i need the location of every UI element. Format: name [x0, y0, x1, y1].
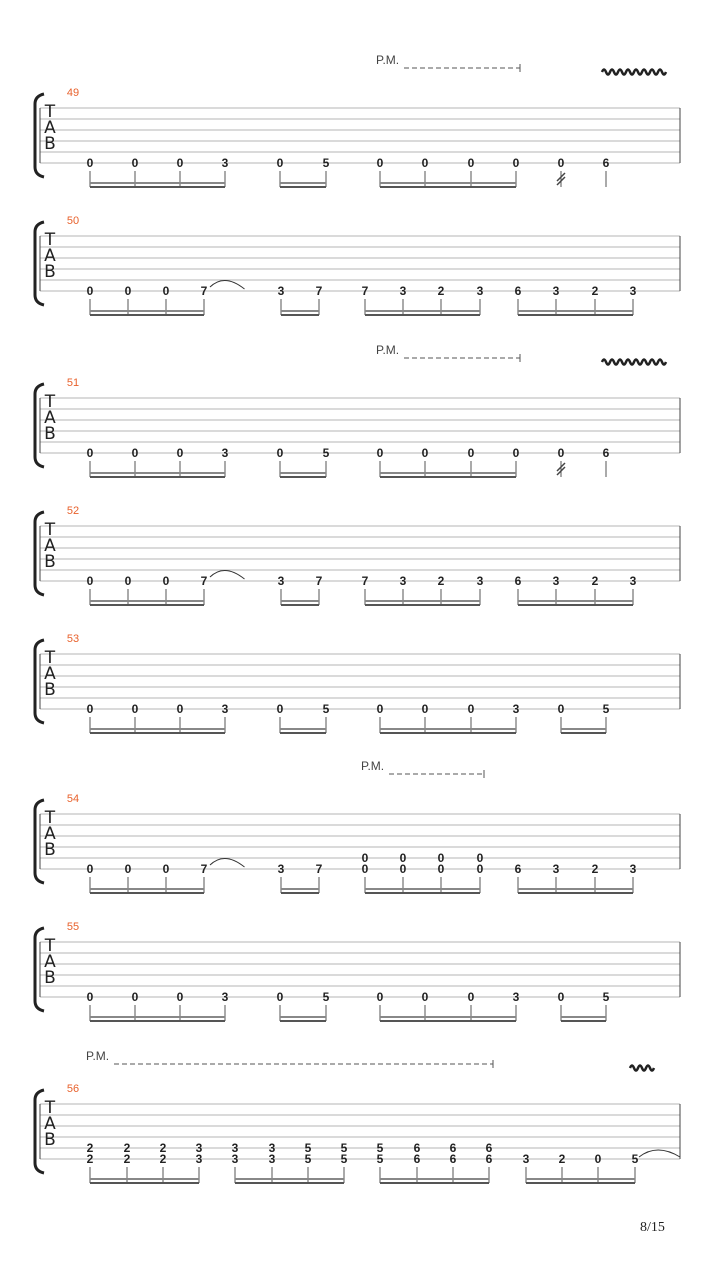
palm-mute-label: P.M.	[376, 343, 400, 357]
measure-number: 50	[66, 215, 80, 227]
fret-number: 0	[86, 446, 94, 460]
fret-number: 0	[512, 446, 520, 460]
fret-number: 5	[304, 1152, 312, 1166]
fret-number: 0	[557, 702, 565, 716]
measure-number: 52	[66, 505, 80, 517]
fret-number: 0	[361, 862, 369, 876]
fret-number: 2	[159, 1152, 167, 1166]
tab-clef-letter: B	[44, 1130, 56, 1150]
fret-number: 7	[315, 574, 323, 588]
fret-number: 0	[276, 702, 284, 716]
fret-number: 3	[552, 862, 560, 876]
fret-number: 0	[176, 990, 184, 1004]
measure-number: 55	[66, 921, 80, 933]
fret-number: 5	[602, 702, 610, 716]
fret-number: 2	[123, 1141, 131, 1155]
fret-number: 0	[437, 862, 445, 876]
fret-number: 3	[476, 284, 484, 298]
fret-number: 0	[421, 156, 429, 170]
fret-number: 3	[221, 156, 229, 170]
fret-number: 3	[399, 284, 407, 298]
fret-number: 0	[421, 446, 429, 460]
tab-system	[35, 921, 680, 1021]
tab-clef-letter: B	[44, 968, 56, 988]
fret-number: 0	[467, 446, 475, 460]
tab-clef-letter: B	[44, 134, 56, 154]
tab-clef-letter: B	[44, 680, 56, 700]
fret-number: 0	[594, 1152, 602, 1166]
tab-clef-letter: A	[44, 536, 56, 556]
fret-number: 3	[277, 574, 285, 588]
fret-number: 6	[485, 1141, 493, 1155]
tab-clef-letter: T	[44, 392, 56, 412]
fret-number: 2	[123, 1152, 131, 1166]
page-number: 8/15	[640, 1220, 665, 1235]
fret-number: 5	[322, 446, 330, 460]
fret-number: 2	[591, 862, 599, 876]
tab-system	[35, 53, 680, 187]
fret-number: 6	[602, 156, 610, 170]
tab-clef-letter: B	[44, 552, 56, 572]
tab-clef-letter: B	[44, 424, 56, 444]
fret-number: 0	[176, 446, 184, 460]
tie-arc	[210, 858, 245, 867]
fret-number: 0	[467, 990, 475, 1004]
measure-number: 54	[66, 793, 80, 805]
fret-number: 3	[277, 284, 285, 298]
fret-number: 7	[361, 284, 369, 298]
fret-number: 2	[86, 1152, 94, 1166]
tab-system	[35, 343, 680, 477]
fret-number: 7	[200, 284, 208, 298]
palm-mute-label: P.M.	[361, 759, 385, 773]
tab-clef-letter: A	[44, 1114, 56, 1134]
fret-number: 2	[86, 1141, 94, 1155]
fret-number: 3	[231, 1141, 239, 1155]
fret-number: 0	[131, 990, 139, 1004]
fret-number: 0	[124, 862, 132, 876]
fret-number: 3	[268, 1152, 276, 1166]
tab-clef-letter: T	[44, 648, 56, 668]
fret-number: 3	[629, 284, 637, 298]
fret-number: 0	[399, 851, 407, 865]
tab-clef-letter: A	[44, 664, 56, 684]
fret-number: 0	[276, 156, 284, 170]
fret-number: 7	[200, 862, 208, 876]
fret-number: 3	[522, 1152, 530, 1166]
tie-arc	[210, 280, 245, 289]
measure-number: 53	[66, 633, 80, 645]
tie-arc	[210, 570, 245, 579]
fret-number: 3	[231, 1152, 239, 1166]
fret-number: 0	[557, 156, 565, 170]
fret-number: 0	[376, 156, 384, 170]
fret-number: 2	[591, 284, 599, 298]
tab-clef-letter: T	[44, 230, 56, 250]
fret-number: 0	[376, 990, 384, 1004]
tab-clef-letter: B	[44, 262, 56, 282]
fret-number: 0	[557, 446, 565, 460]
tab-clef-letter: B	[44, 840, 56, 860]
fret-number: 5	[631, 1152, 639, 1166]
fret-number: 5	[340, 1152, 348, 1166]
fret-number: 3	[629, 862, 637, 876]
fret-number: 6	[602, 446, 610, 460]
tab-clef-letter: A	[44, 952, 56, 972]
fret-number: 2	[591, 574, 599, 588]
tab-system	[35, 215, 680, 315]
fret-number: 3	[512, 990, 520, 1004]
fret-number: 0	[421, 702, 429, 716]
fret-number: 0	[421, 990, 429, 1004]
fret-number: 6	[449, 1141, 457, 1155]
fret-number: 0	[86, 284, 94, 298]
fret-number: 0	[399, 862, 407, 876]
fret-number: 0	[476, 862, 484, 876]
fret-number: 5	[376, 1152, 384, 1166]
fret-number: 0	[162, 284, 170, 298]
fret-number: 0	[162, 862, 170, 876]
fret-number: 6	[449, 1152, 457, 1166]
tie-arc	[639, 1150, 680, 1157]
tab-clef-letter: A	[44, 246, 56, 266]
tab-clef-letter: T	[44, 1098, 56, 1118]
palm-mute-label: P.M.	[376, 53, 400, 67]
fret-number: 0	[437, 851, 445, 865]
fret-number: 6	[514, 574, 522, 588]
fret-number: 6	[514, 862, 522, 876]
fret-number: 5	[322, 702, 330, 716]
tab-clef-letter: T	[44, 936, 56, 956]
fret-number: 2	[159, 1141, 167, 1155]
fret-number: 6	[514, 284, 522, 298]
fret-number: 0	[176, 156, 184, 170]
fret-number: 7	[361, 574, 369, 588]
fret-number: 3	[629, 574, 637, 588]
fret-number: 5	[376, 1141, 384, 1155]
fret-number: 0	[86, 156, 94, 170]
tab-system	[35, 633, 680, 733]
measure-number: 56	[66, 1083, 80, 1095]
fret-number: 0	[131, 702, 139, 716]
fret-number: 3	[552, 284, 560, 298]
vibrato-mark	[602, 360, 666, 365]
fret-number: 5	[322, 156, 330, 170]
fret-number: 3	[277, 862, 285, 876]
fret-number: 5	[304, 1141, 312, 1155]
fret-number: 0	[86, 702, 94, 716]
fret-number: 0	[131, 446, 139, 460]
fret-number: 0	[376, 702, 384, 716]
fret-number: 3	[221, 990, 229, 1004]
vibrato-mark	[602, 70, 666, 75]
fret-number: 0	[86, 574, 94, 588]
tab-clef-letter: A	[44, 824, 56, 844]
fret-number: 2	[437, 284, 445, 298]
fret-number: 7	[315, 284, 323, 298]
fret-number: 6	[413, 1141, 421, 1155]
fret-number: 5	[602, 990, 610, 1004]
fret-number: 0	[162, 574, 170, 588]
fret-number: 3	[221, 702, 229, 716]
fret-number: 3	[195, 1152, 203, 1166]
fret-number: 5	[322, 990, 330, 1004]
fret-number: 3	[476, 574, 484, 588]
fret-number: 0	[467, 156, 475, 170]
measure-number: 51	[66, 377, 80, 389]
fret-number: 3	[399, 574, 407, 588]
fret-number: 0	[557, 990, 565, 1004]
tab-system	[35, 759, 680, 893]
fret-number: 7	[315, 862, 323, 876]
palm-mute-label: P.M.	[86, 1049, 110, 1063]
tab-clef-letter: T	[44, 808, 56, 828]
fret-number: 3	[195, 1141, 203, 1155]
fret-number: 0	[176, 702, 184, 716]
fret-number: 0	[131, 156, 139, 170]
fret-number: 3	[552, 574, 560, 588]
vibrato-mark	[630, 1066, 654, 1071]
fret-number: 0	[276, 446, 284, 460]
fret-number: 3	[221, 446, 229, 460]
tab-system	[35, 1049, 680, 1183]
fret-number: 0	[512, 156, 520, 170]
measure-number: 49	[66, 87, 80, 99]
tab-clef-letter: A	[44, 118, 56, 138]
fret-number: 0	[276, 990, 284, 1004]
tab-clef-letter: T	[44, 520, 56, 540]
fret-number: 0	[124, 574, 132, 588]
tab-clef-letter: A	[44, 408, 56, 428]
tab-system	[35, 505, 680, 605]
fret-number: 5	[340, 1141, 348, 1155]
fret-number: 2	[558, 1152, 566, 1166]
tab-clef-letter: T	[44, 102, 56, 122]
fret-number: 3	[268, 1141, 276, 1155]
fret-number: 6	[413, 1152, 421, 1166]
fret-number: 3	[512, 702, 520, 716]
fret-number: 0	[86, 862, 94, 876]
fret-number: 0	[476, 851, 484, 865]
fret-number: 0	[86, 990, 94, 1004]
fret-number: 6	[485, 1152, 493, 1166]
fret-number: 0	[376, 446, 384, 460]
fret-number: 0	[361, 851, 369, 865]
fret-number: 0	[124, 284, 132, 298]
fret-number: 2	[437, 574, 445, 588]
fret-number: 0	[467, 702, 475, 716]
fret-number: 7	[200, 574, 208, 588]
